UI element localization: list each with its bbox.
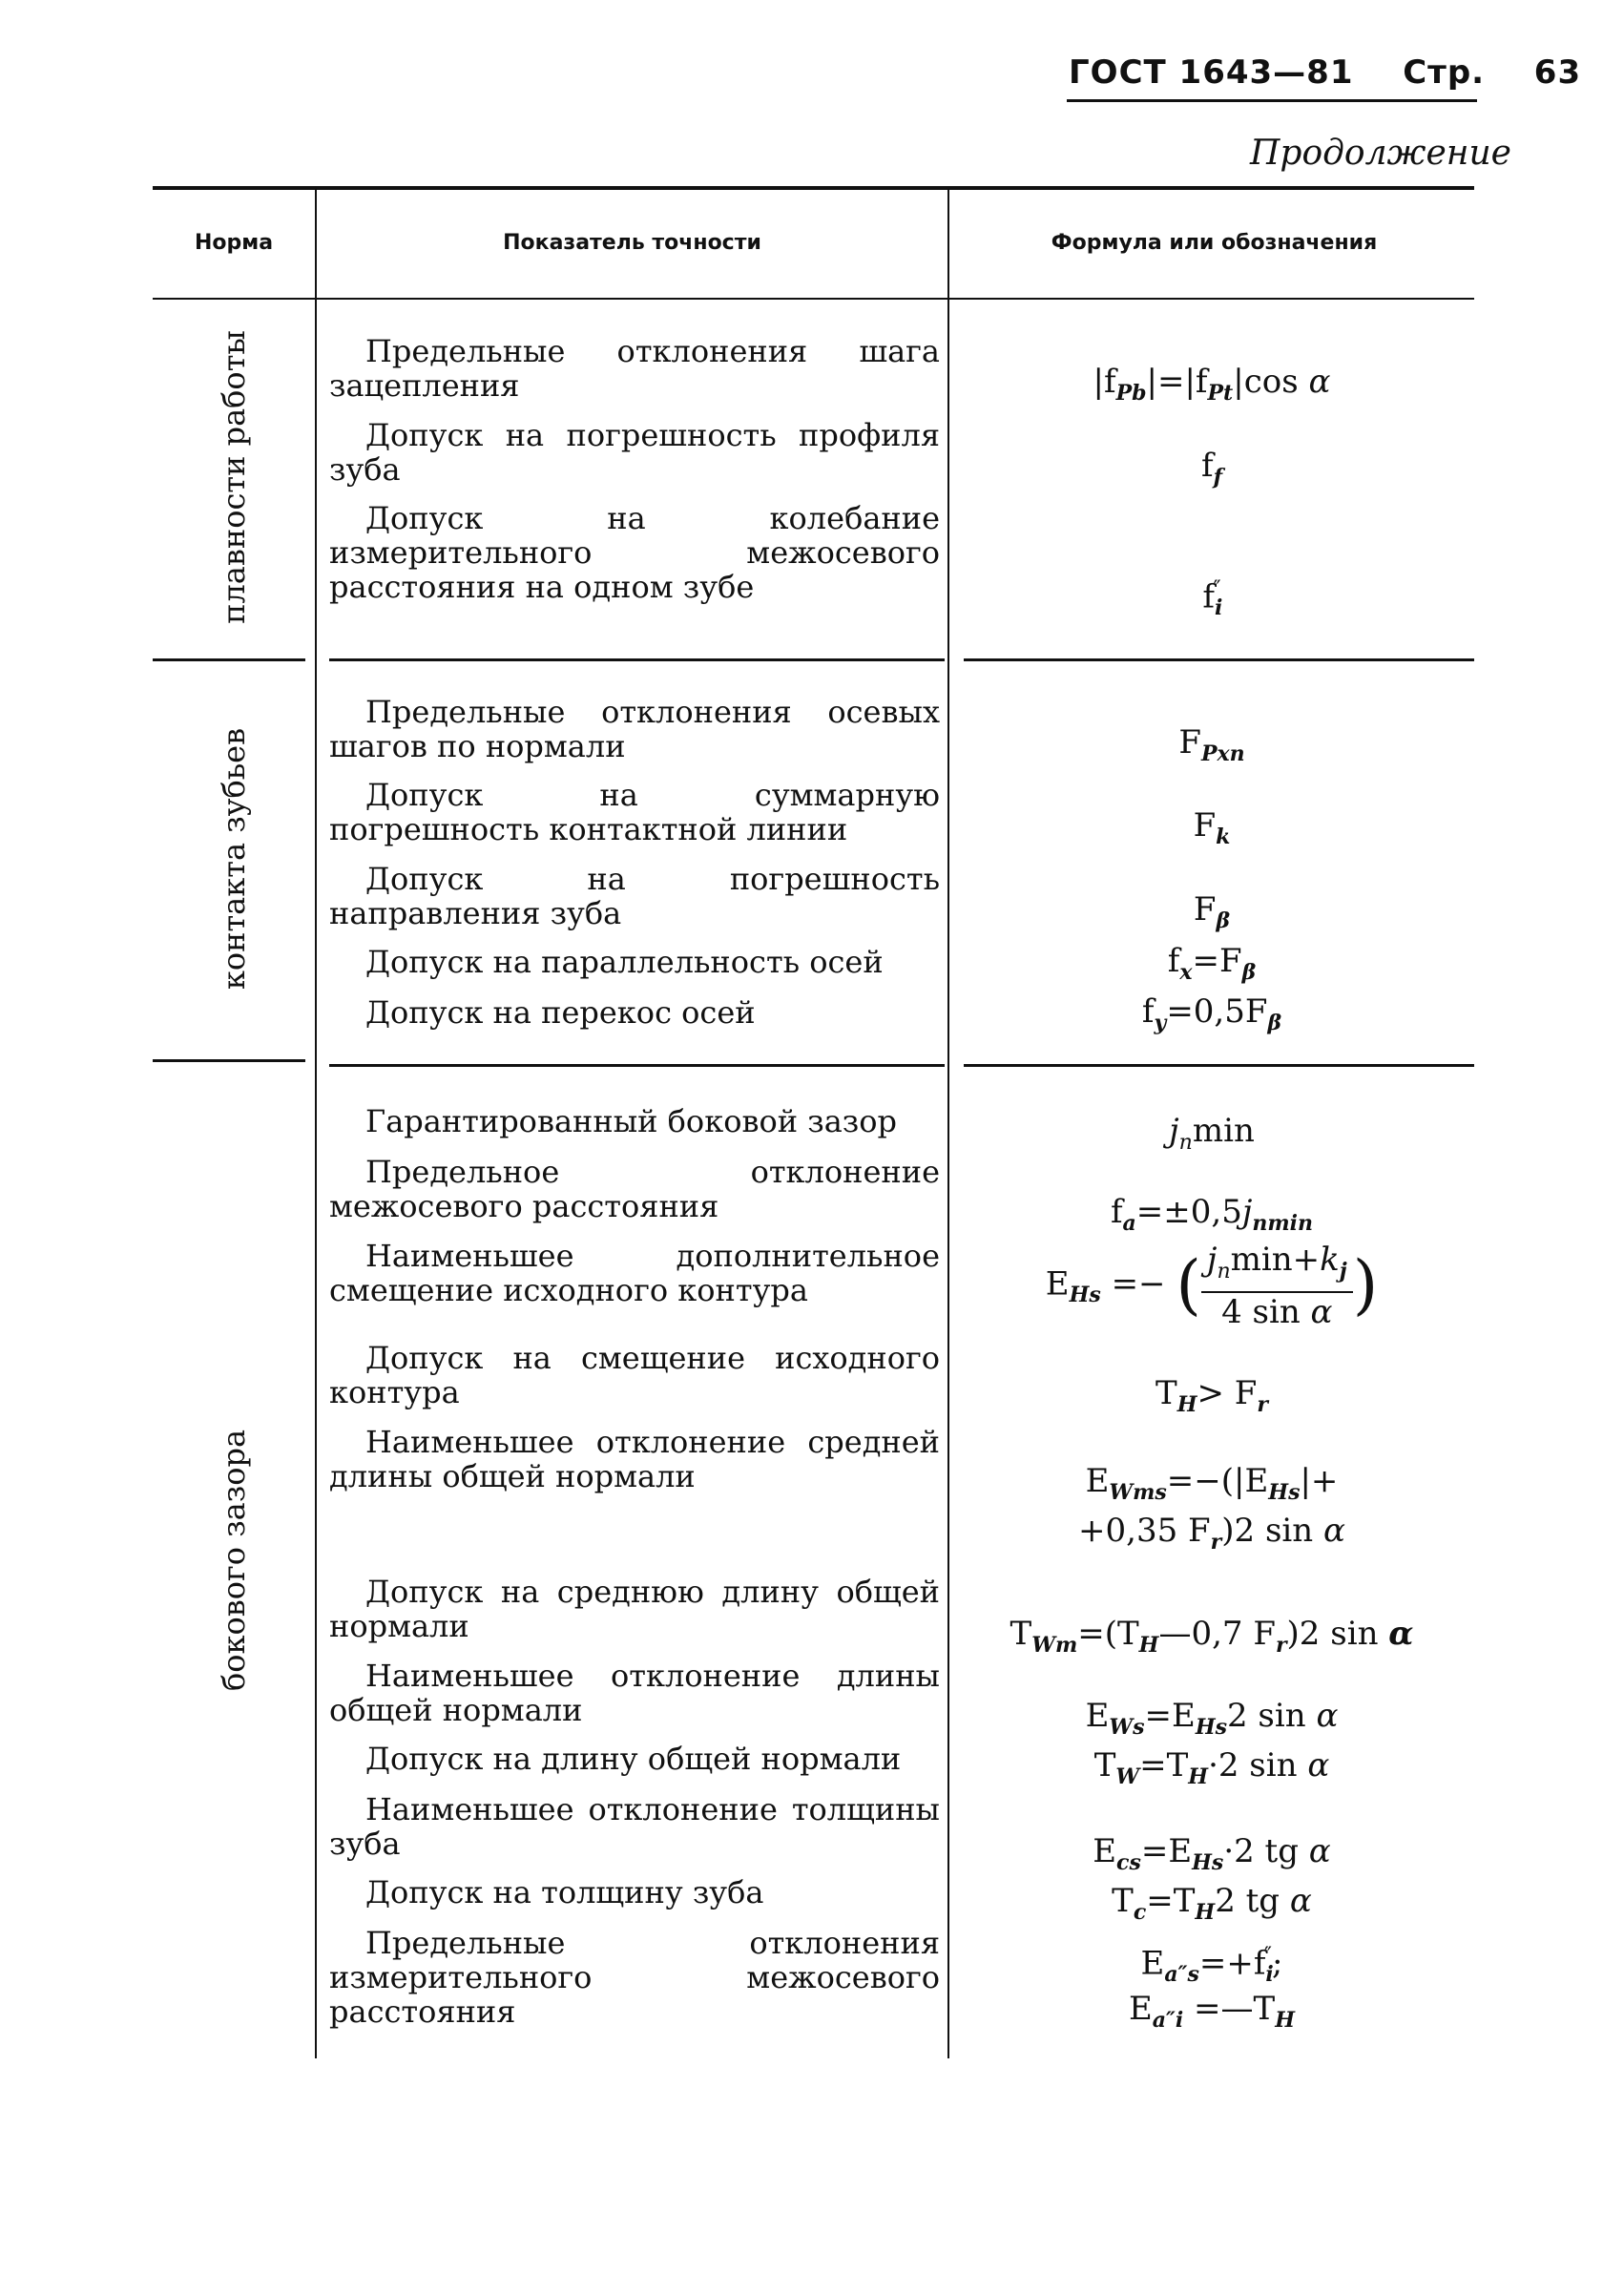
group-rule-1c (964, 658, 1474, 661)
group-rule-2b (329, 1064, 945, 1067)
indicator-cell: Предельные отклонения шага зацепления (329, 333, 940, 404)
group-rule-1a (153, 658, 305, 661)
group-label-contact: контакта зубьев (216, 727, 252, 991)
formula-cell: $f_f$ (1200, 447, 1223, 490)
column-header-formula: Формула или обозначения (1051, 231, 1378, 255)
page-number: 63 (1533, 53, 1582, 92)
indicator-cell: Допуск на погрешность профиля зуба (329, 417, 940, 488)
indicator-cell: Допуск на смещение исходного контура (329, 1340, 940, 1410)
group-rule-2c (964, 1064, 1474, 1067)
formula-cell: $E_{a''i}$ $=—T_H$ (1128, 1990, 1296, 2033)
indicator-cell: Допуск на перекос осей (365, 994, 756, 1031)
formula-cell: $T_H> F_r$ (1155, 1374, 1268, 1417)
indicator-cell: Допуск на колебание измерительного межосевого расстояния на одном зубе (329, 500, 940, 605)
formula-cell: $E_{Wms}=-(|E_{Hs}|+$ +0,35 $F_r)2$ sin α (1078, 1462, 1345, 1555)
formula-cell: $F_\beta$ (1193, 890, 1231, 933)
indicator-cell: Допуск на длину общей нормали (365, 1741, 902, 1777)
group-rule-1b (329, 658, 945, 661)
indicator-cell: Предельные отклонения осевых шагов по нормали (329, 694, 940, 764)
formula-cell: $j_n\min$ (1169, 1112, 1255, 1155)
formula-cell: $f_a=\pm 0,5j_{nmin}$ (1110, 1193, 1314, 1236)
indicator-cell: Допуск на толщину зуба (365, 1874, 764, 1910)
formula-cell: $T_W=T_H\cdot 2$ sin α (1093, 1746, 1330, 1789)
indicator-cell: Наименьшее дополнительное смещение исходного контура (329, 1238, 940, 1308)
group-label-backlash: бокового зазора (216, 1429, 252, 1692)
table-top-rule (153, 186, 1474, 190)
formula-cell: $f_x=F_\beta$ (1167, 942, 1257, 985)
column-divider-2 (947, 188, 949, 2058)
group-rule-2a (153, 1059, 305, 1062)
continuation-label: Продолжение (1250, 134, 1511, 173)
formula-cell: $E_{a''s}=+f_i''$; (1140, 1944, 1283, 1988)
formula-cell: $T_c=T_H2$ tg α (1112, 1882, 1312, 1925)
formula-cell: $E_{cs}=E_{Hs}\cdot 2$ tg α (1093, 1832, 1331, 1875)
indicator-cell: Наименьшее отклонение толщины зуба (329, 1791, 940, 1862)
indicator-cell: Допуск на параллельность осей (365, 944, 884, 980)
formula-cell: $F_k$ (1193, 806, 1231, 849)
formula-cell: $E_{Ws}=E_{Hs}2$ sin α (1085, 1697, 1339, 1740)
formula-cell: $f_i''$ (1202, 577, 1223, 621)
formula-cell: $F_{Pxn}$ (1178, 723, 1245, 766)
formula-cell: $|f_{Pb}|=|f_{Pt}|\cos$ α (1093, 363, 1331, 406)
header-bottom-rule (153, 298, 1474, 300)
column-header-norm: Норма (194, 231, 274, 255)
indicator-cell: Гарантированный боковой зазор (365, 1103, 897, 1139)
formula-cell: $E_{Hs}$ =− ( $\frac{j_n\min+k_j}{\text{4 sin α}}$ ) (1045, 1241, 1379, 1331)
indicator-cell: Наименьшее отклонение средней длины общей нормали (329, 1424, 940, 1494)
standard-number: ГОСТ 1643—81 (1069, 53, 1354, 92)
group-label-smoothness: плавности работы (216, 330, 252, 624)
header-rule (1067, 99, 1477, 102)
indicator-cell: Наименьшее отклонение длины общей нормали (329, 1658, 940, 1728)
running-header (1069, 53, 1581, 92)
formula-cell: $f_y=0,5F_\beta$ (1141, 992, 1282, 1035)
column-header-indicator: Показатель точности (503, 231, 761, 255)
indicator-cell: Предельные отклонения измерительного межосевого расстояния (329, 1925, 940, 2030)
page-label: Стр. (1403, 53, 1486, 92)
indicator-cell: Допуск на среднюю длину общей нормали (329, 1574, 940, 1644)
column-divider-1 (315, 188, 317, 2058)
indicator-cell: Допуск на погрешность направления зуба (329, 861, 940, 931)
indicator-cell: Допуск на суммарную погрешность контактной линии (329, 777, 940, 847)
formula-cell: $T_{Wm}=(T_H—0,7$ $F_r)2$ sin α (1010, 1615, 1414, 1658)
indicator-cell: Предельное отклонение межосевого расстояния (329, 1154, 940, 1224)
